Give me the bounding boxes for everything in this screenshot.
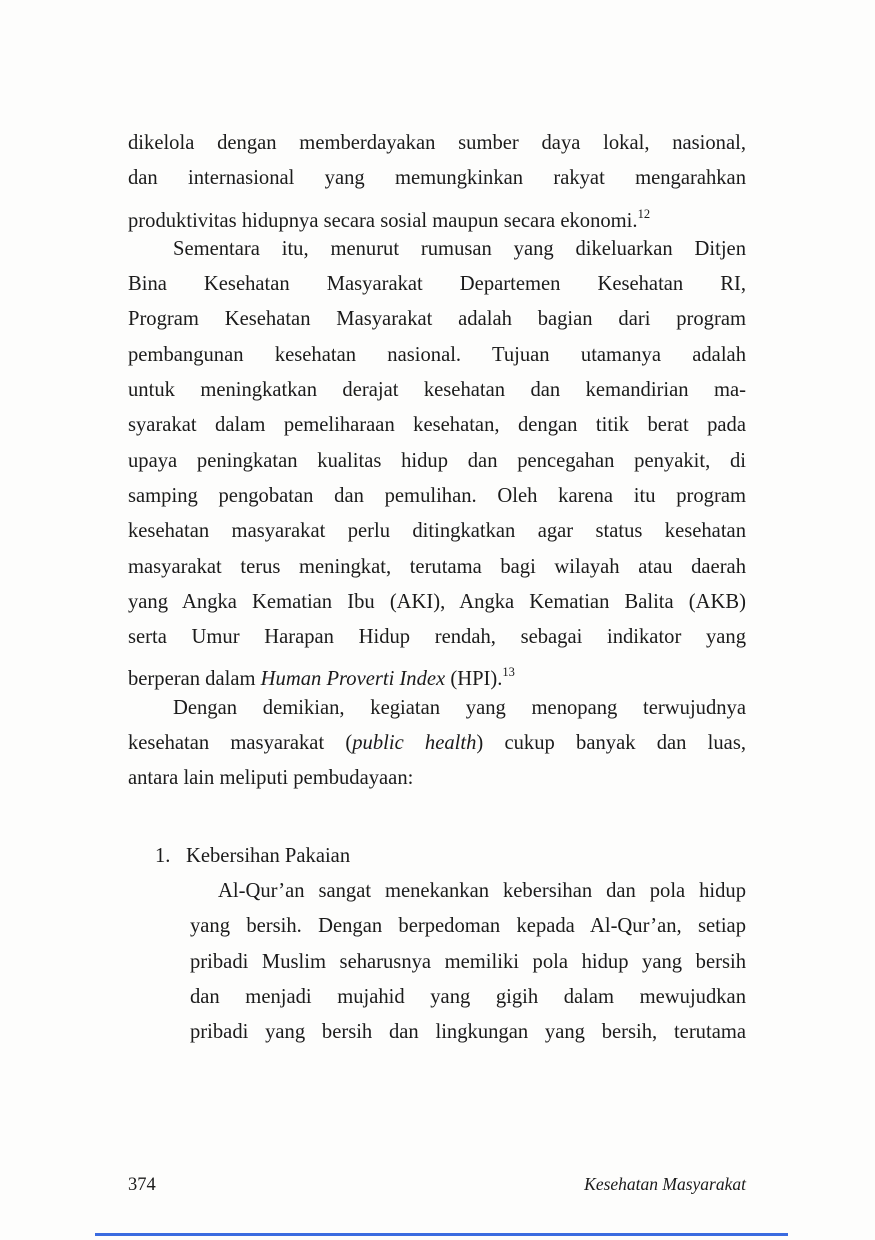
text-segment: dan menjadi mujahid yang gigih dalam mewujudkan bbox=[190, 985, 746, 1008]
italic-text: Human Proverti Index bbox=[260, 668, 446, 691]
text-line bbox=[128, 514, 746, 549]
text-line bbox=[128, 550, 746, 585]
text-segment: pembangunan kesehatan nasional. Tujuan utamanya adalah bbox=[128, 343, 746, 366]
text-segment: (HPI). bbox=[445, 668, 503, 691]
text-segment: kesehatan masyarakat ( bbox=[128, 732, 353, 755]
body-text-block bbox=[128, 126, 746, 1050]
text-segment: Program Kesehatan Masyarakat adalah bagian dari program bbox=[128, 308, 746, 331]
text-segment: Al-Qur’an sangat menekankan kebersihan dan pola hidup bbox=[218, 879, 746, 902]
text-line bbox=[190, 980, 746, 1015]
text-segment: produktivitas hidupnya secara sosial maupun secara ekonomi. bbox=[128, 209, 638, 232]
text-line bbox=[190, 945, 746, 980]
text-segment: Sementara itu, menurut rumusan yang dikeluarkan Ditjen bbox=[173, 237, 746, 260]
text-segment: berperan dalam bbox=[128, 668, 261, 691]
text-line bbox=[128, 585, 746, 620]
text-segment: pribadi yang bersih dan lingkungan yang bersih, terutama bbox=[190, 1021, 746, 1044]
italic-text: public health bbox=[352, 732, 477, 755]
text-line bbox=[128, 726, 746, 761]
text-segment: pribadi Muslim seharusnya memiliki pola hidup yang bersih bbox=[190, 950, 746, 973]
text-segment: dan internasional yang memungkinkan rakyat mengarahkan bbox=[128, 167, 746, 190]
text-segment: syarakat dalam pemeliharaan kesehatan, dengan titik berat pada bbox=[128, 414, 746, 437]
text-line bbox=[128, 126, 746, 161]
page-footer bbox=[128, 1172, 746, 1197]
text-line bbox=[128, 302, 746, 337]
text-segment: untuk meningkatkan derajat kesehatan dan kemandirian ma- bbox=[128, 379, 746, 402]
paragraph bbox=[128, 691, 746, 797]
list-item-heading bbox=[155, 839, 746, 874]
text-line bbox=[128, 161, 746, 196]
text-segment: yang bersih. Dengan berpedoman kepada Al-Qur’an, setiap bbox=[190, 915, 746, 938]
list-item bbox=[155, 839, 746, 1051]
text-segment: kesehatan masyarakat perlu ditingkatkan agar status kesehatan bbox=[128, 520, 746, 543]
list-item-body bbox=[190, 874, 746, 1050]
text-segment: yang Angka Kematian Ibu (AKI), Angka Kematian Balita (AKB) bbox=[128, 590, 746, 613]
text-line bbox=[128, 479, 746, 514]
text-segment: serta Umur Harapan Hidup rendah, sebagai indikator yang bbox=[128, 626, 746, 649]
footnote-ref: 13 bbox=[502, 665, 515, 680]
text-line bbox=[128, 197, 746, 232]
footnote-ref: 12 bbox=[637, 206, 651, 221]
text-line bbox=[128, 761, 746, 796]
text-line bbox=[128, 232, 746, 267]
list-title: Kebersihan Pakaian bbox=[186, 844, 351, 867]
list-number: 1. bbox=[155, 844, 171, 867]
text-line bbox=[190, 874, 746, 909]
paragraph bbox=[128, 126, 746, 232]
text-segment: Dengan demikian, kegiatan yang menopang terwujudnya bbox=[173, 696, 746, 719]
text-line bbox=[128, 655, 746, 690]
text-line bbox=[128, 620, 746, 655]
text-line bbox=[128, 373, 746, 408]
text-segment: samping pengobatan dan pemulihan. Oleh karena itu program bbox=[128, 484, 746, 507]
text-line bbox=[190, 909, 746, 944]
text-segment: dikelola dengan memberdayakan sumber daya lokal, nasional, bbox=[128, 132, 746, 154]
text-line bbox=[128, 444, 746, 479]
text-segment: Bina Kesehatan Masyarakat Departemen Kesehatan RI, bbox=[128, 273, 746, 296]
text-segment: upaya peningkatan kualitas hidup dan pencegahan penyakit, di bbox=[128, 449, 746, 472]
text-segment: masyarakat terus meningkat, terutama bagi wilayah atau daerah bbox=[128, 555, 746, 578]
text-line bbox=[128, 408, 746, 443]
text-line bbox=[190, 1015, 746, 1050]
bottom-rule bbox=[95, 1233, 788, 1236]
page-number: 374 bbox=[128, 1175, 156, 1195]
running-title: Kesehatan Masyarakat bbox=[584, 1174, 746, 1194]
text-line bbox=[128, 267, 746, 302]
paragraph bbox=[128, 232, 746, 691]
text-segment: antara lain meliputi pembudayaan: bbox=[128, 767, 414, 790]
text-line bbox=[128, 338, 746, 373]
text-line bbox=[128, 691, 746, 726]
text-segment: ) cukup banyak dan luas, bbox=[476, 732, 746, 755]
